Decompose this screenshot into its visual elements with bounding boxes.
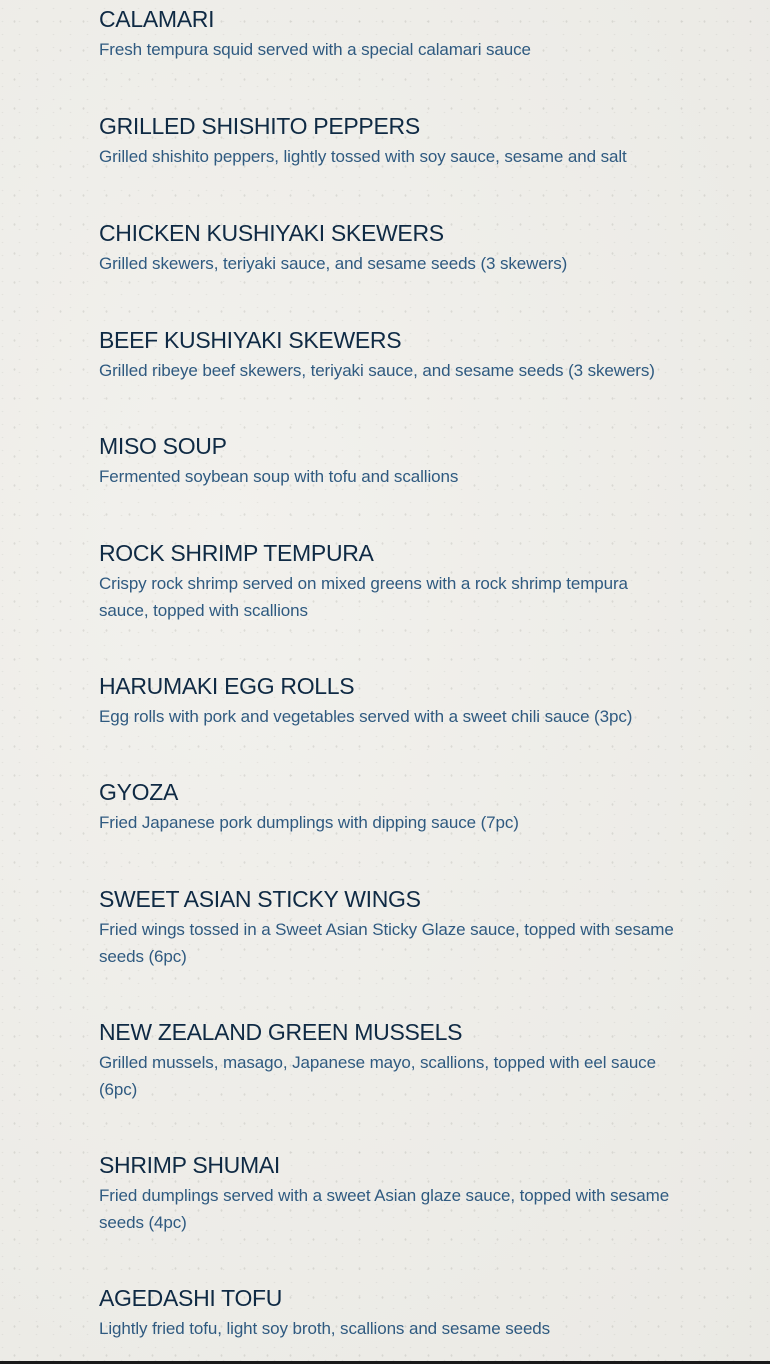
menu-item-gyoza — [99, 777, 674, 836]
menu-item-name: ROCK SHRIMP TEMPURA — [99, 540, 374, 566]
menu-item-description: Grilled mussels, masago, Japanese mayo, scallions, topped with eel sauce (6pc) — [99, 1053, 656, 1099]
menu-list — [99, 4, 674, 1342]
menu-item-sweet-asian-sticky-wings — [99, 884, 674, 970]
menu-item-harumaki-egg-rolls — [99, 671, 674, 730]
menu-item-name: SWEET ASIAN STICKY WINGS — [99, 886, 421, 912]
menu-item-description: Egg rolls with pork and vegetables served with a sweet chili sauce (3pc) — [99, 707, 633, 726]
menu-item-shrimp-shumai — [99, 1150, 674, 1236]
menu-item-name: MISO SOUP — [99, 433, 227, 459]
menu-item-miso-soup — [99, 431, 674, 490]
menu-item-description: Fried Japanese pork dumplings with dipping sauce (7pc) — [99, 813, 519, 832]
menu-item-grilled-shishito-peppers — [99, 111, 674, 170]
menu-item-description: Fried wings tossed in a Sweet Asian Sticky Glaze sauce, topped with sesame seeds (6pc) — [99, 920, 674, 966]
menu-item-name: SHRIMP SHUMAI — [99, 1152, 280, 1178]
menu-item-calamari — [99, 4, 674, 63]
menu-item-name: CALAMARI — [99, 6, 215, 32]
menu-item-new-zealand-green-mussels — [99, 1017, 674, 1103]
menu-item-chicken-kushiyaki-skewers — [99, 218, 674, 277]
menu-item-beef-kushiyaki-skewers — [99, 325, 674, 384]
menu-item-description: Fried dumplings served with a sweet Asian glaze sauce, topped with sesame seeds (4pc) — [99, 1186, 670, 1232]
menu-item-name: GYOZA — [99, 779, 179, 805]
menu-item-description: Grilled ribeye beef skewers, teriyaki sauce, and sesame seeds (3 skewers) — [99, 361, 655, 380]
menu-item-name: AGEDASHI TOFU — [99, 1285, 283, 1311]
menu-item-name: NEW ZEALAND GREEN MUSSELS — [99, 1019, 463, 1045]
menu-item-description: Fermented soybean soup with tofu and scallions — [99, 467, 459, 486]
menu-item-description: Fresh tempura squid served with a special calamari sauce — [99, 40, 531, 59]
menu-item-name: BEEF KUSHIYAKI SKEWERS — [99, 327, 402, 353]
menu-item-name: HARUMAKI EGG ROLLS — [99, 673, 355, 699]
menu-item-description: Grilled skewers, teriyaki sauce, and sesame seeds (3 skewers) — [99, 254, 568, 273]
menu-item-description: Lightly fried tofu, light soy broth, scallions and sesame seeds — [99, 1319, 551, 1338]
menu-item-agedashi-tofu — [99, 1283, 674, 1342]
menu-item-description: Crispy rock shrimp served on mixed greens with a rock shrimp tempura sauce, topped with scallions — [99, 574, 628, 620]
menu-item-name: CHICKEN KUSHIYAKI SKEWERS — [99, 220, 444, 246]
menu-item-name: GRILLED SHISHITO PEPPERS — [99, 113, 420, 139]
menu-item-description: Grilled shishito peppers, lightly tossed with soy sauce, sesame and salt — [99, 147, 627, 166]
menu-item-rock-shrimp-tempura — [99, 538, 674, 624]
